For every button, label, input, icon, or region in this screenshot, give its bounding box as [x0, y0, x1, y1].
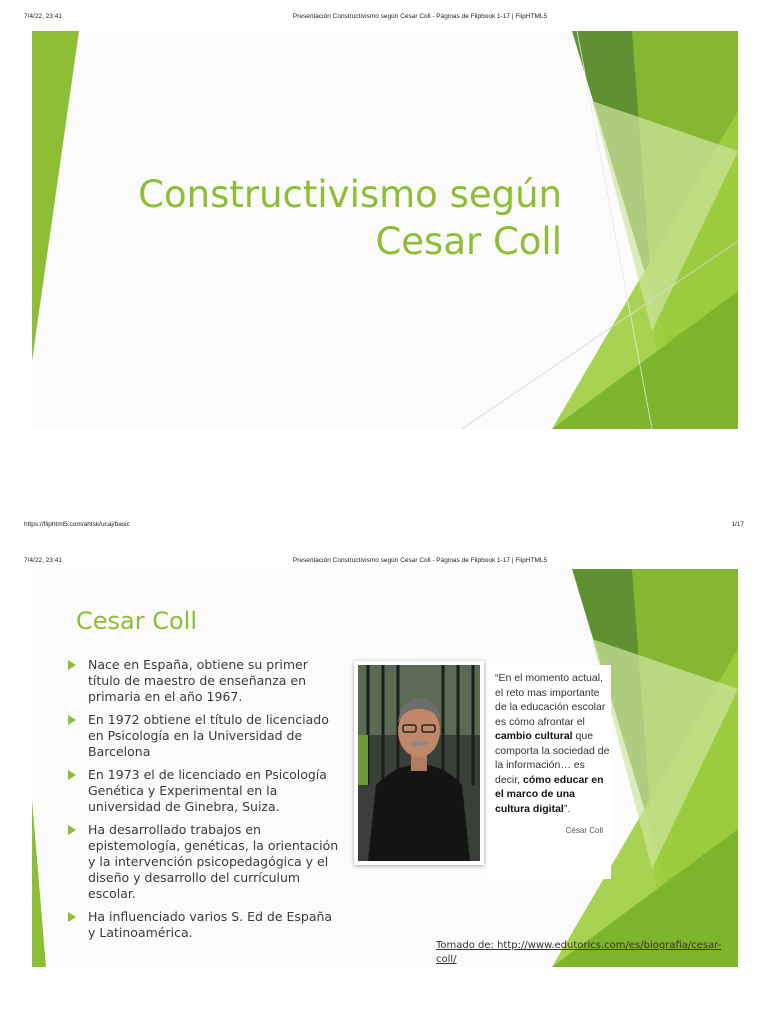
print-page-number: 1/17 [731, 521, 744, 528]
print-footer [0, 518, 768, 532]
left-green-triangle [32, 31, 79, 361]
print-header [0, 554, 768, 568]
print-page-title: Presentación Constructivismo según Cesar Coll - Páginas de Flipbook 1-17 | FlipHTML5 [292, 13, 548, 20]
title-line-2: Cesar Coll [375, 220, 562, 263]
bullet-arrow-icon [68, 660, 76, 670]
quote-author: César Coll [565, 826, 603, 835]
slide-title [138, 171, 562, 265]
slide-1 [32, 31, 738, 429]
print-url: https://fliphtml5.com/ahtsk/ucaj/basic [24, 521, 130, 528]
bullet-arrow-icon [68, 825, 76, 835]
bullet-item: Ha desarrollado trabajos en epistemología, genéticas, la orientación y la intervención psicopedagógica y el diseño y desarrollo del currículum escolar. [68, 822, 343, 902]
quote-box: “En el momento actual, el reto mas importante de la educación escolar es cómo afrontar el cambio cultural que comporta la sociedad de la información… es decir, cómo educar en el marco de una cultura digital”. César Coll [487, 665, 611, 879]
bullet-item: Nace en España, obtiene su primer título de maestro de enseñanza en primaria en el año 1967. [68, 657, 343, 705]
print-datetime: 7/4/22, 23:41 [24, 557, 62, 564]
left-green-triangle [32, 799, 46, 967]
source-link[interactable]: Tomado de: http://www.edutorics.com/es/biografia/cesar-coll/ [436, 940, 722, 965]
bullet-item: En 1973 el de licenciado en Psicología Genética y Experimental en la universidad de Ginebra, Suiza. [68, 767, 343, 815]
print-header [0, 10, 768, 24]
print-datetime: 7/4/22, 23:41 [24, 13, 62, 20]
portrait-photo [354, 661, 484, 865]
person-photo-icon [358, 665, 480, 861]
bullet-item: En 1972 obtiene el título de licenciado en Psicología en la Universidad de Barcelona [68, 712, 343, 760]
print-page-title: Presentación Constructivismo según Cesar Coll - Páginas de Flipbook 1-17 | FlipHTML5 [292, 557, 548, 564]
bullet-list [68, 657, 343, 948]
bullet-arrow-icon [68, 715, 76, 725]
bullet-arrow-icon [68, 912, 76, 922]
bullet-arrow-icon [68, 770, 76, 780]
slide-2 [32, 569, 738, 967]
bullet-item: Ha influenciado varios S. Ed de España y Latinoamérica. [68, 909, 343, 941]
slide-title: Cesar Coll [76, 607, 198, 635]
title-line-1: Constructivismo según [138, 173, 562, 216]
